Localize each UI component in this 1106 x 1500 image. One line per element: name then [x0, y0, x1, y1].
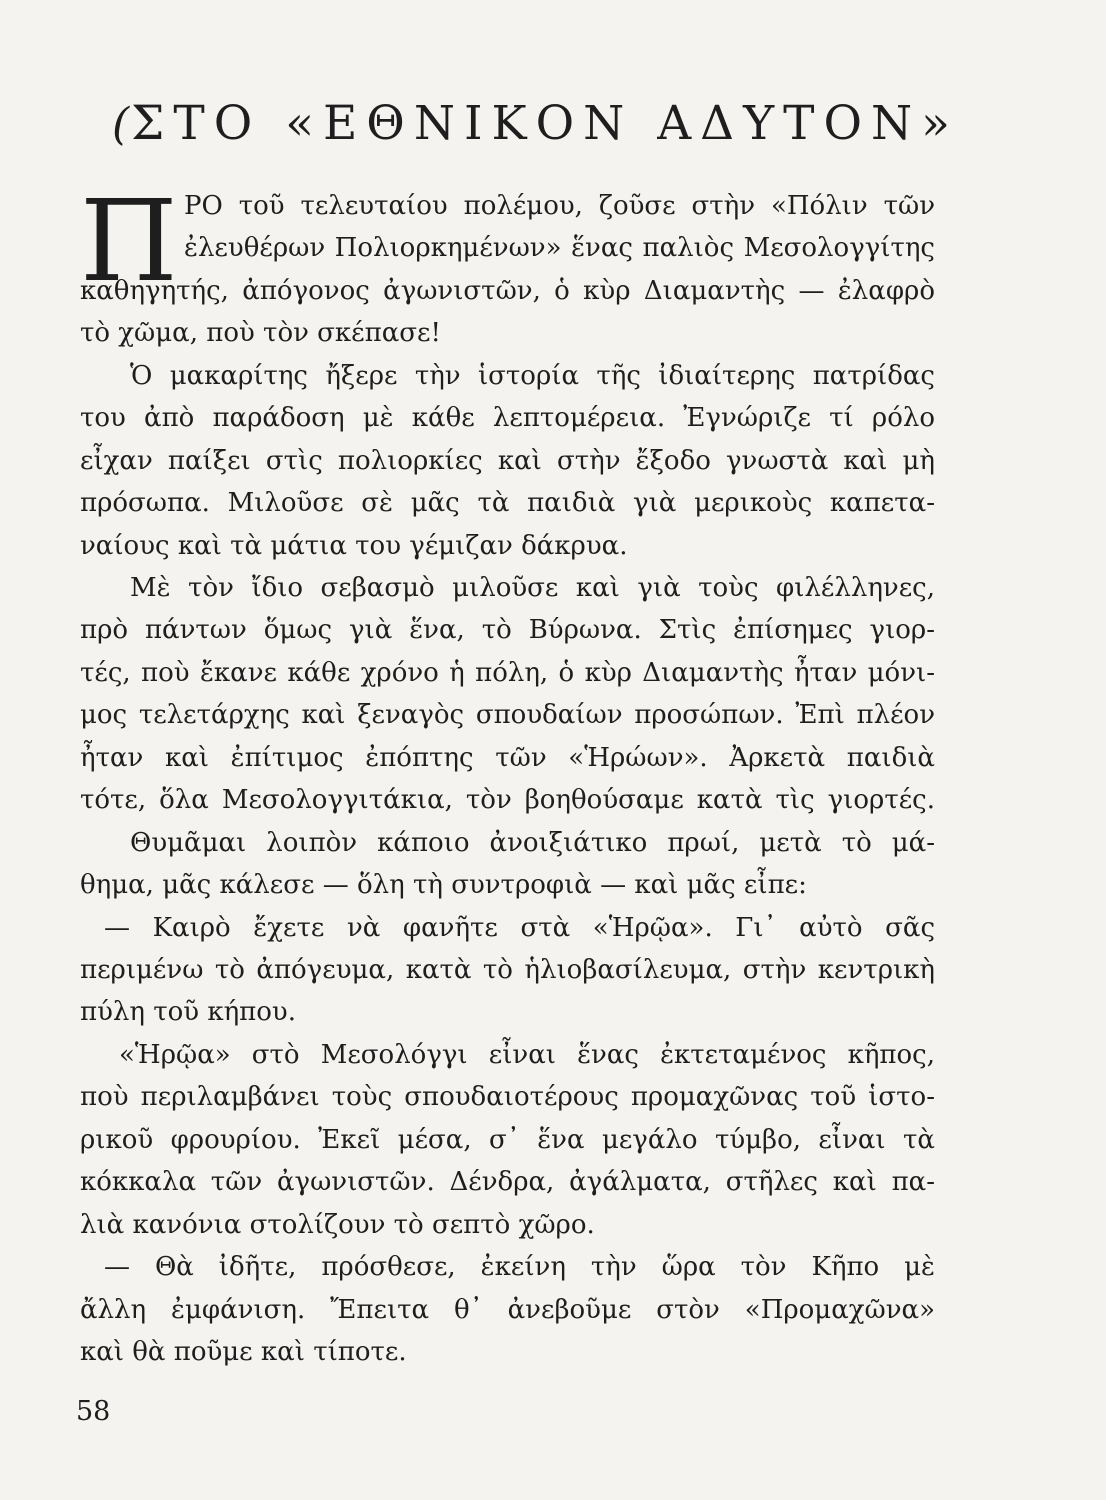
text-line: ἄλλη ἐμφάνιση. Ἔπειτα θ᾿ ἀνεβοῦμε στὸν «Προμαχῶνα» [80, 1295, 935, 1325]
text-line: πύλη τοῦ κήπου. [80, 997, 296, 1027]
text-line: ρικοῦ φρουρίου. Ἐκεῖ μέσα, σ᾿ ἕνα μεγάλο τύμβο, εἶναι τὰ [80, 1125, 935, 1155]
text-line: Ὁ μακαρίτης ἤξερε τὴν ἱστορία τῆς ἰδιαίτερης πατρίδας [130, 361, 935, 391]
text-line: — Θὰ ἰδῆτε, πρόσθεσε, ἐκείνη τὴν ὥρα τὸν Κῆπο μὲ [104, 1252, 935, 1282]
text-line: ΡΟ τοῦ τελευταίου πολέμου, ζοῦσε στὴν «Πόλιν τῶν [184, 191, 935, 221]
title-handwritten-mark: ( [112, 99, 130, 150]
text-line: τές, ποὺ ἔκανε κάθε χρόνο ἡ πόλη, ὁ κὺρ Διαμαντὴς ἦταν μόνι- [80, 658, 935, 688]
text-line: ναίους καὶ τὰ μάτια του γέμιζαν δάκρυα. [80, 531, 628, 561]
text-line: περιμένω τὸ ἀπόγευμα, κατὰ τὸ ἡλιοβασίλευμα, στὴν κεντρικὴ [80, 955, 935, 985]
text-line: κόκκαλα τῶν ἀγωνιστῶν. Δένδρα, ἀγάλματα, στῆλες καὶ πα- [80, 1167, 935, 1197]
text-line: καθηγητής, ἀπόγονος ἀγωνιστῶν, ὁ κὺρ Διαμαντὴς — ἐλαφρὸ [80, 276, 935, 306]
text-line: ἐλευθέρων Πολιορκημένων» ἕνας παλιὸς Μεσολογγίτης [184, 233, 935, 263]
chapter-title [112, 96, 992, 151]
text-line: του ἀπὸ παράδοση μὲ κάθε λεπτομέρεια. Ἐγνώριζε τί ρόλο [80, 403, 935, 433]
text-line: πρὸ πάντων ὅμως γιὰ ἕνα, τὸ Βύρωνα. Στὶς ἐπίσημες γιορ- [80, 615, 935, 645]
text-line: «Ἡρῷα» στὸ Μεσολόγγι εἶναι ἕνας ἐκτεταμένος κῆπος, [119, 1040, 935, 1070]
text-line: ποὺ περιλαμβάνει τοὺς σπουδαιοτέρους προμαχῶνας τοῦ ἱστο- [80, 1082, 935, 1112]
text-line: εἶχαν παίξει στὶς πολιορκίες καὶ στὴν ἔξοδο γνωστὰ καὶ μὴ [80, 446, 935, 476]
text-line: θημα, μᾶς κάλεσε — ὅλη τὴ συντροφιὰ — καὶ μᾶς εἶπε: [80, 870, 807, 900]
text-line: — Καιρὸ ἔχετε νὰ φανῆτε στὰ «Ἡρῷα». Γι᾿ αὐτὸ σᾶς [104, 913, 935, 943]
text-line: λιὰ κανόνια στολίζουν τὸ σεπτὸ χῶρο. [80, 1210, 595, 1240]
text-line: μος τελετάρχης καὶ ξεναγὸς σπουδαίων προσώπων. Ἐπὶ πλέον [80, 700, 935, 730]
text-line: Μὲ τὸν ἴδιο σεβασμὸ μιλοῦσε καὶ γιὰ τοὺς φιλέλληνες, [130, 573, 935, 603]
text-line: πρόσωπα. Μιλοῦσε σὲ μᾶς τὰ παιδιὰ γιὰ μερικοὺς καπετα- [80, 488, 935, 518]
text-line: καὶ θὰ ποῦμε καὶ τίποτε. [80, 1337, 407, 1367]
chapter-title-text: ΣΤΟ «ΕΘΝΙΚΟΝ ΑΔΥΤΟΝ» [131, 96, 959, 151]
drop-cap: Π [80, 177, 178, 307]
text-line: ἦταν καὶ ἐπίτιμος ἐπόπτης τῶν «Ἡρώων». Ἀρκετὰ παιδιὰ [80, 743, 935, 773]
text-line: τὸ χῶμα, ποὺ τὸν σκέπασε! [80, 318, 441, 348]
text-line: Θυμᾶμαι λοιπὸν κάποιο ἀνοιξιάτικο πρωί, μετὰ τὸ μά- [130, 828, 935, 858]
page-number: 58 [76, 1396, 111, 1427]
text-line: τότε, ὅλα Μεσολογγιτάκια, τὸν βοηθούσαμε κατὰ τὶς γιορτές. [80, 785, 935, 815]
